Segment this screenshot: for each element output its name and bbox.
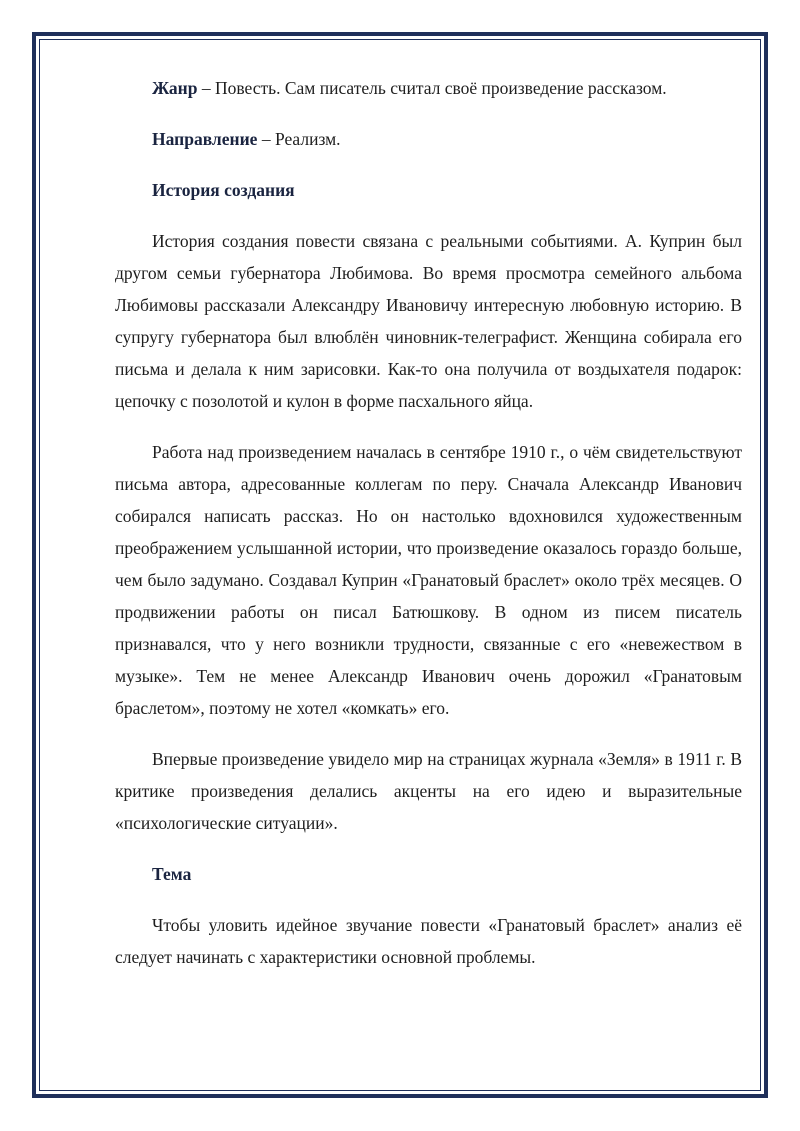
direction-text: – Реализм.: [257, 129, 341, 149]
history-heading: История создания: [152, 180, 295, 200]
theme-heading: Тема: [152, 864, 192, 884]
direction-term: Направление: [152, 129, 258, 149]
document-body: [115, 72, 742, 992]
genre-text: – Повесть. Сам писатель считал своё произведение рассказом.: [197, 78, 667, 98]
history-paragraph-2: Работа над произведением началась в сентябре 1910 г., о чём свидетельствуют письма автора, адресованные коллегам по перу. Сначала Александр Иванович собирался написать рассказ. Но он настолько вдохновился художественным преображением услышанной истории, что произведение оказалось гораздо больше, чем было задумано. Создавал Куприн «Гранатовый браслет» около трёх месяцев. О продвижении работы он писал Батюшкову. В одном из писем писатель признавался, что у него возникли трудности, связанные с его «невежеством в музыке». Тем не менее Александр Иванович очень дорожил «Гранатовым браслетом», поэтому не хотел «комкать» его.: [115, 442, 742, 718]
history-paragraph-1: История создания повести связана с реальными событиями. А. Куприн был другом семьи губернатора Любимова. Во время просмотра семейного альбома Любимовы рассказали Александру Ивановичу интересную любовную историю. В супругу губернатора был влюблён чиновник-телеграфист. Женщина собирала его письма и делала к ним зарисовки. Как-то она получила от воздыхателя подарок: цепочку с позолотой и кулон в форме пасхального яйца.: [115, 231, 742, 411]
genre-line: [115, 72, 742, 104]
history-paragraph-3: Впервые произведение увидело мир на страницах журнала «Земля» в 1911 г. В критике произведения делались акценты на его идею и выразительные «психологические ситуации».: [115, 749, 742, 833]
direction-line: [115, 123, 742, 155]
theme-paragraph-1: Чтобы уловить идейное звучание повести «Гранатовый браслет» анализ её следует начинать с характеристики основной проблемы.: [115, 915, 742, 967]
genre-term: Жанр: [152, 78, 198, 98]
